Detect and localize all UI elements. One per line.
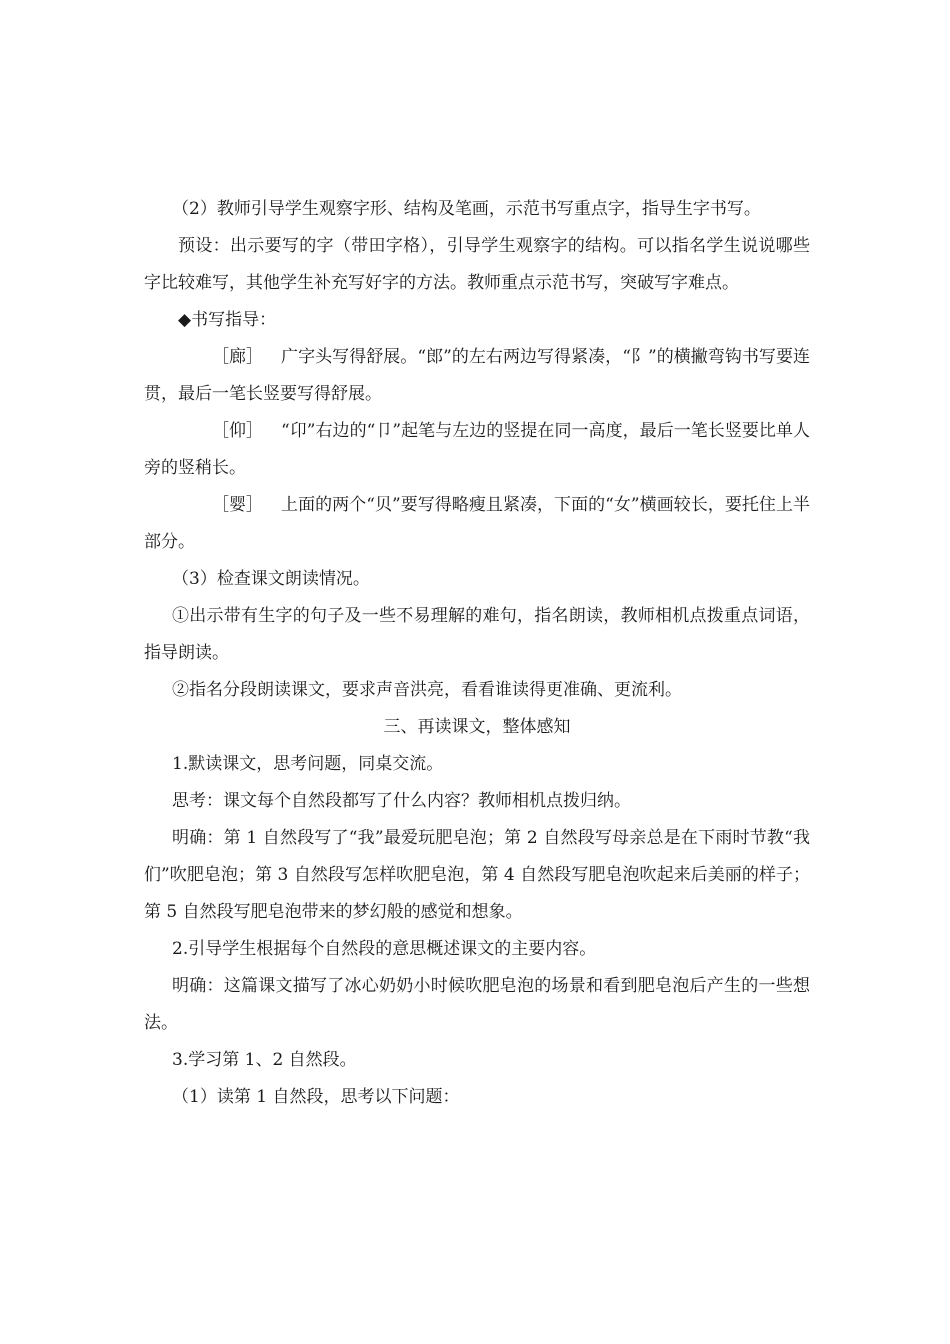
paragraph-writing-guidance: （2）教师引导学生观察字形、结构及笔画，示范书写重点字，指导生字书写。: [172, 199, 761, 219]
paragraph-clarify-1: 明确：第 1 自然段写了“我”最爱玩肥皂泡；第 2 自然段写母亲总是在下雨时节教“我们”吹肥皂泡；第 3 自然段写怎样吹肥皂泡，第 4 自然段写肥皂泡吹起来后美丽的样子；第 5 自然段写肥皂泡带来的梦幻般的感觉和想象。: [144, 828, 810, 922]
paragraph-preset: 预设：出示要写的字（带田字格），引导学生观察字的结构。可以指名学生说说哪些字比较难写，其他学生补充写好字的方法。教师重点示范书写，突破写字难点。: [144, 236, 810, 293]
paragraph-summarize: 2.引导学生根据每个自然段的意思概述课文的主要内容。: [172, 939, 597, 959]
char-label-ying: ［婴］: [212, 495, 263, 515]
document-page: [144, 191, 810, 1116]
char-label-yang: ［仰］: [212, 421, 263, 441]
char-text-lang: 广字头写得舒展。“郎”的左右两边写得紧凑，“阝”的横撇弯钩书写要连贯，最后一笔长竖要写得舒展。: [144, 347, 810, 404]
paragraph-char-yang: [144, 413, 810, 487]
char-text-ying: 上面的两个“贝”要写得略瘦且紧凑，下面的“女”横画较长，要托住上半部分。: [144, 495, 810, 552]
paragraph-reading-step-2: ②指名分段朗读课文，要求声音洪亮，看看谁读得更准确、更流利。: [172, 680, 682, 700]
paragraph-study-paragraphs: 3.学习第 1、2 自然段。: [172, 1050, 357, 1070]
paragraph-read-first: （1）读第 1 自然段，思考以下问题：: [172, 1087, 460, 1107]
paragraph-check-reading: （3）检查课文朗读情况。: [172, 569, 370, 589]
paragraph-char-lang: [144, 339, 810, 413]
paragraph-silent-reading: 1.默读课文，思考问题，同桌交流。: [172, 754, 444, 774]
char-text-yang: “卬”右边的“卩”起笔与左边的竖提在同一高度，最后一笔长竖要比单人旁的竖稍长。: [144, 421, 810, 478]
paragraph-writing-guide-heading: ◆书写指导：: [178, 310, 277, 330]
paragraph-clarify-2: 明确：这篇课文描写了冰心奶奶小时候吹肥皂泡的场景和看到肥皂泡后产生的一些想法。: [144, 976, 810, 1033]
paragraph-char-ying: [144, 487, 810, 561]
paragraph-reading-step-1: ①出示带有生字的句子及一些不易理解的难句，指名朗读，教师相机点拨重点词语，指导朗读。: [144, 606, 810, 663]
char-label-lang: ［廊］: [212, 347, 263, 367]
section-heading: 三、再读课文，整体感知: [383, 717, 571, 737]
paragraph-think: 思考：课文每个自然段都写了什么内容？教师相机点拨归纳。: [172, 791, 631, 811]
